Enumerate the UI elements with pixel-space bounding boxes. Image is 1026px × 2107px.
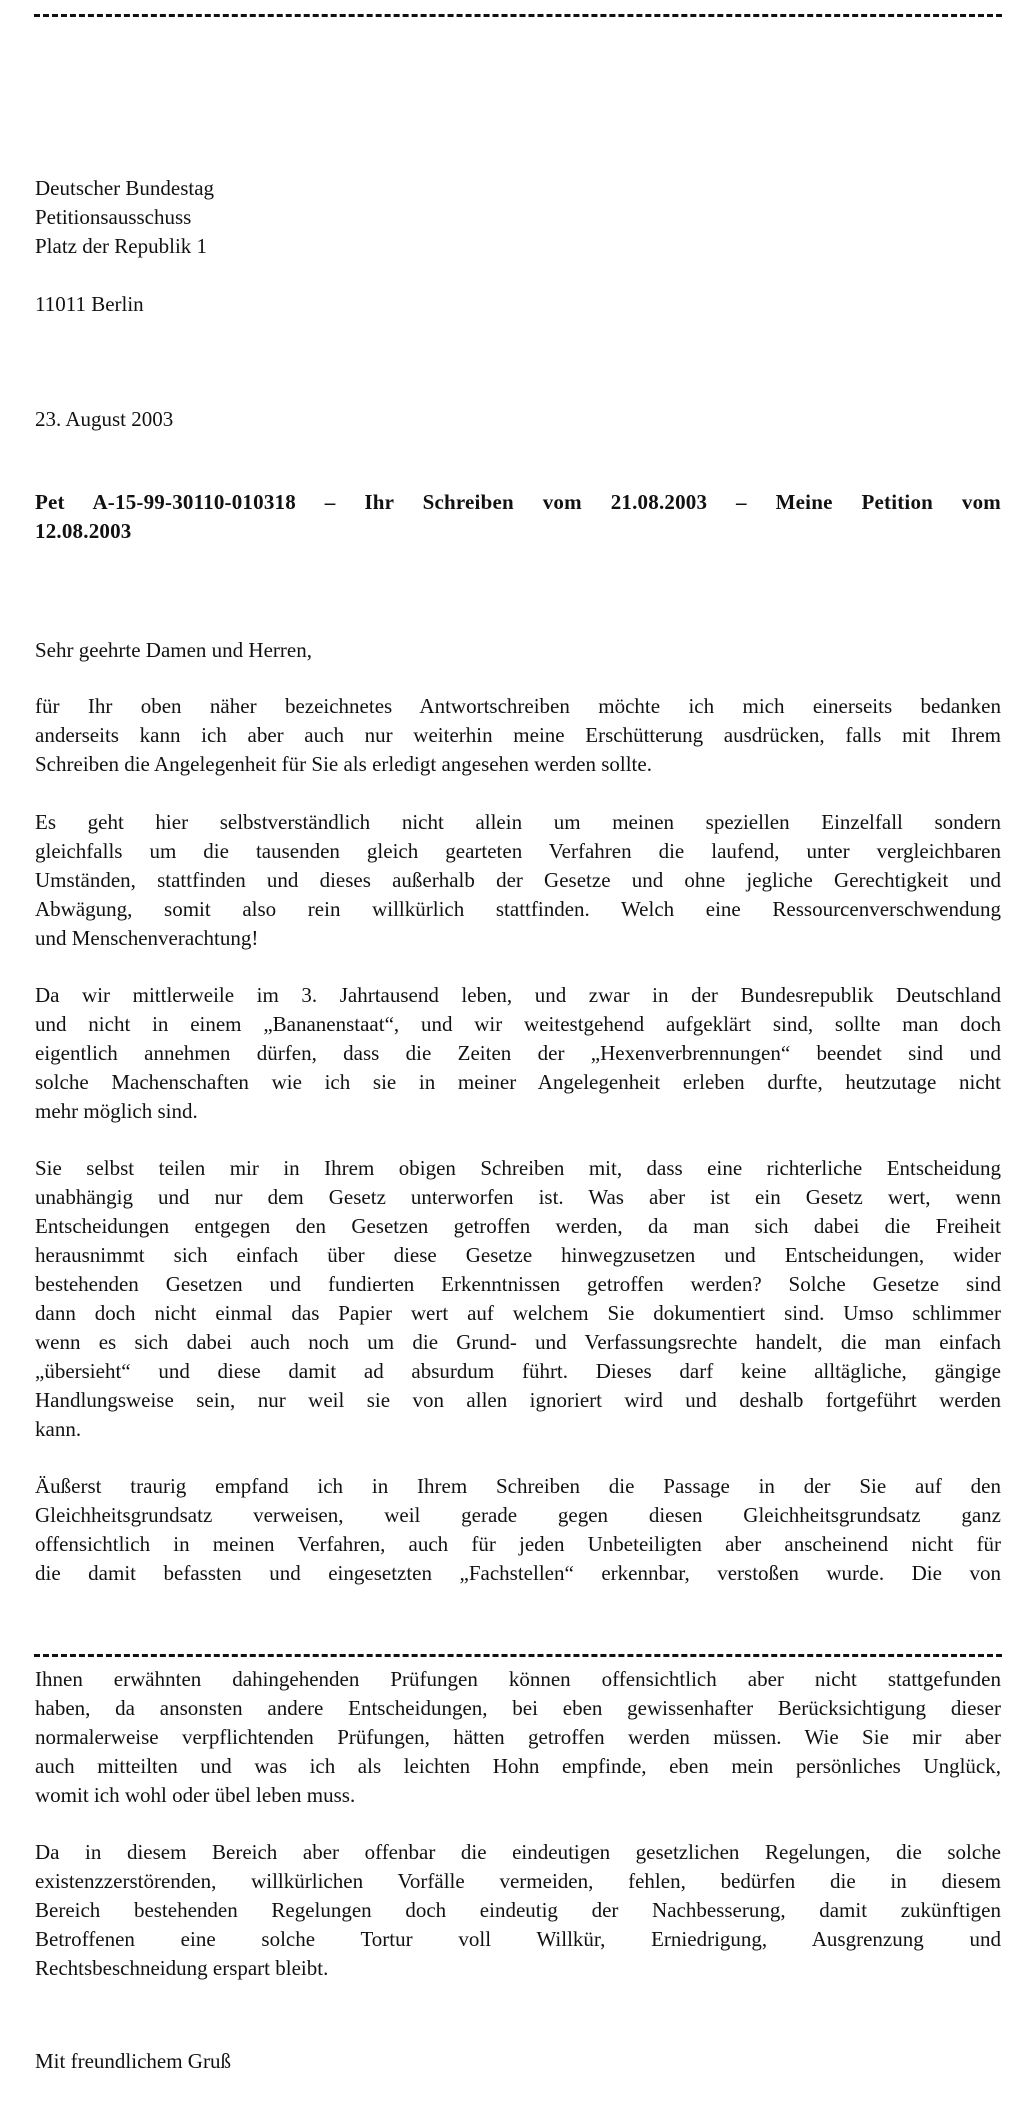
paragraph-line: womit ich wohl oder übel leben muss. [35,1783,356,1807]
paragraph-line: Da in diesem Bereich aber offenbar die eindeutigen gesetzlichen Regelungen, die solche [35,1840,1001,1864]
paragraph-line: wenn es sich dabei auch noch um die Grund- und Verfassungsrechte handelt, die man einfach [35,1330,1001,1354]
paragraph-4 [35,1154,1001,1444]
paragraph-line: Umständen, stattfinden und dieses außerhalb der Gesetze und ohne jegliche Gerechtigkeit und [35,868,1001,892]
paragraph-line: und nicht in einem „Bananenstaat“, und wir weitestgehend aufgeklärt sind, sollte man doch [35,1012,1001,1036]
paragraph-line: herausnimmt sich einfach über diese Gesetze hinwegzusetzen und Entscheidungen, wider [35,1243,1001,1267]
subject-line [35,488,1001,546]
paragraph-line: Es geht hier selbstverständlich nicht allein um meinen speziellen Einzelfall sondern [35,810,1001,834]
paragraph-line: Entscheidungen entgegen den Gesetzen getroffen werden, da man sich dabei die Freiheit [35,1214,1001,1238]
page-break-divider [34,1654,1002,1657]
recipient-line: Deutscher Bundestag [35,176,215,200]
paragraph-line: Äußerst traurig empfand ich in Ihrem Schreiben die Passage in der Sie auf den [35,1474,1001,1498]
paragraph-line: Gleichheitsgrundsatz verweisen, weil gerade gegen diesen Gleichheitsgrundsatz ganz [35,1503,1001,1527]
paragraph-line: Handlungsweise sein, nur weil sie von allen ignoriert wird und deshalb fortgeführt werden [35,1388,1001,1412]
paragraph-line: offensichtlich in meinen Verfahren, auch für jeden Unbeteiligten aber anscheinend nicht für [35,1532,1001,1556]
paragraph-line: solche Machenschaften wie ich sie in meiner Angelegenheit erleben durfte, heutzutage nicht [35,1070,1001,1094]
paragraph-line: dann doch nicht einmal das Papier wert auf welchem Sie dokumentiert sind. Umso schlimmer [35,1301,1001,1325]
subject-line-2: 12.08.2003 [35,519,132,543]
paragraph-2 [35,808,1001,953]
closing: Mit freundlichem Gruß [35,2049,231,2073]
salutation: Sehr geehrte Damen und Herren, [35,638,312,662]
paragraph-line: Betroffenen eine solche Tortur voll Willkür, Erniedrigung, Ausgrenzung und [35,1927,1001,1951]
subject-line-1: Pet A-15-99-30110-010318 – Ihr Schreiben vom 21.08.2003 – Meine Petition vom [35,490,1001,514]
paragraph-line: normalerweise verpflichtenden Prüfungen, hätten getroffen werden müssen. Wie Sie mir aber [35,1725,1001,1749]
page-break-divider-top [34,14,1002,17]
letter-date: 23. August 2003 [35,407,174,431]
paragraph-line: und Menschenverachtung! [35,926,259,950]
paragraph-line: kann. [35,1417,82,1441]
paragraph-line: mehr möglich sind. [35,1099,198,1123]
paragraph-3 [35,981,1001,1126]
recipient-city: 11011 Berlin [35,292,144,316]
paragraph-line: auch mitteilten und was ich als leichten Hohn empfinde, eben mein persönliches Unglück, [35,1754,1001,1778]
paragraph-line: Sie selbst teilen mir in Ihrem obigen Schreiben mit, dass eine richterliche Entscheidung [35,1156,1001,1180]
paragraph-line: unabhängig und nur dem Gesetz unterworfen ist. Was aber ist ein Gesetz wert, wenn [35,1185,1001,1209]
recipient-address [35,174,1001,261]
paragraph-5 [35,1472,1001,1588]
paragraph-line: anderseits kann ich aber auch nur weiterhin meine Erschütterung ausdrücken, falls mit Ihrem [35,723,1001,747]
paragraph-line: Da wir mittlerweile im 3. Jahrtausend leben, und zwar in der Bundesrepublik Deutschland [35,983,1001,1007]
paragraph-line: Ihnen erwähnten dahingehenden Prüfungen können offensichtlich aber nicht stattgefunden [35,1667,1001,1691]
paragraph-line: eigentlich annehmen dürfen, dass die Zeiten der „Hexenverbrennungen“ beendet sind und [35,1041,1001,1065]
paragraph-line: Bereich bestehenden Regelungen doch eindeutig der Nachbesserung, damit zukünftigen [35,1898,1001,1922]
recipient-line: Petitionsausschuss [35,205,192,229]
paragraph-line: existenzzerstörenden, willkürlichen Vorfälle vermeiden, fehlen, bedürfen die in diesem [35,1869,1001,1893]
paragraph-line: haben, da ansonsten andere Entscheidungen, bei eben gewissenhafter Berücksichtigung dieser [35,1696,1001,1720]
recipient-line: Platz der Republik 1 [35,234,208,258]
paragraph-6 [35,1838,1001,1983]
paragraph-line: „übersieht“ und diese damit ad absurdum führt. Dieses darf keine alltägliche, gängige [35,1359,1001,1383]
paragraph-line: für Ihr oben näher bezeichnetes Antwortschreiben möchte ich mich einerseits bedanken [35,694,1001,718]
paragraph-line: bestehenden Gesetzen und fundierten Erkenntnissen getroffen werden? Solche Gesetze sind [35,1272,1001,1296]
paragraph-line: Abwägung, somit also rein willkürlich stattfinden. Welch eine Ressourcenverschwendung [35,897,1001,921]
paragraph-line: die damit befassten und eingesetzten „Fachstellen“ erkennbar, verstoßen wurde. Die von [35,1561,1001,1585]
paragraph-1 [35,692,1001,779]
paragraph-line: gleichfalls um die tausenden gleich gearteten Verfahren die laufend, unter vergleichbaren [35,839,1001,863]
paragraph-5-continued [35,1665,1001,1810]
paragraph-line: Rechtsbeschneidung erspart bleibt. [35,1956,329,1980]
paragraph-line: Schreiben die Angelegenheit für Sie als erledigt angesehen werden sollte. [35,752,652,776]
